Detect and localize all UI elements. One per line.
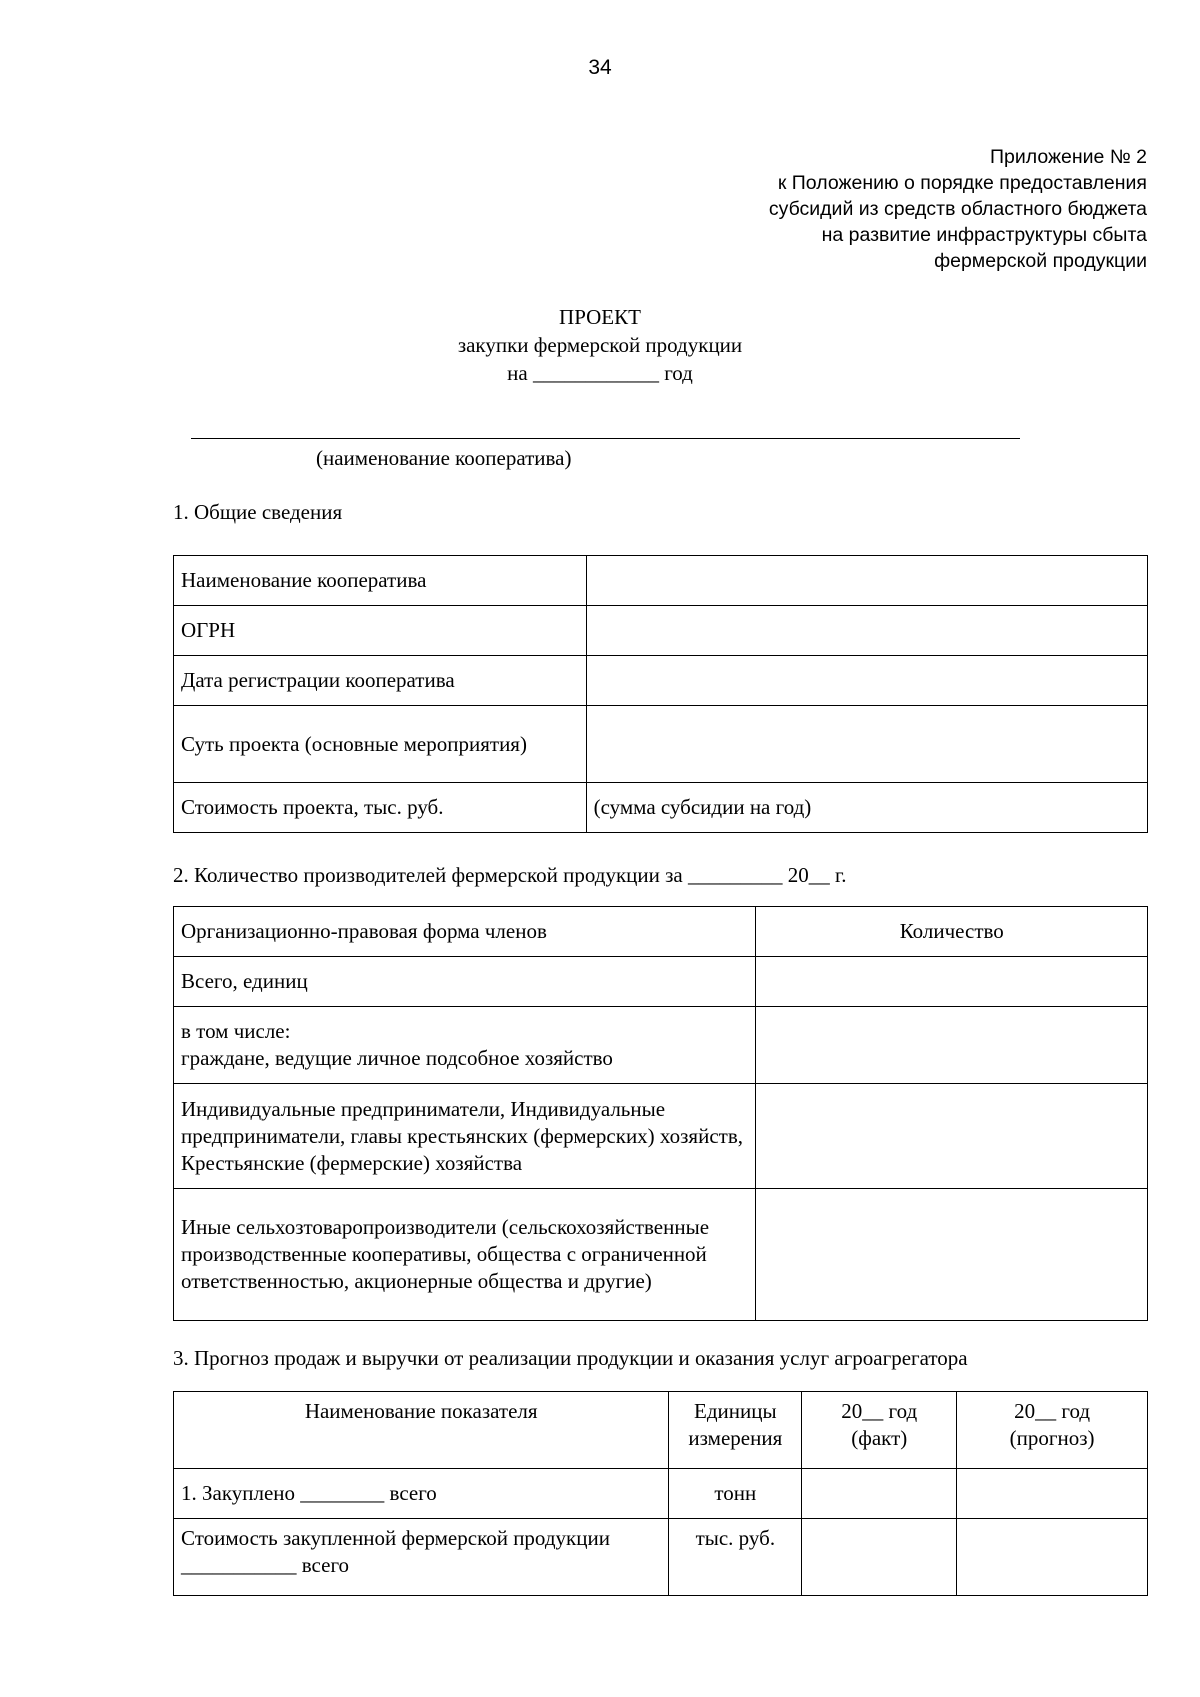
table-row bbox=[174, 1084, 1148, 1189]
row-label: ОГРН bbox=[174, 606, 587, 656]
table-row bbox=[174, 1469, 1148, 1519]
column-header-line: 20__ год bbox=[1014, 1399, 1091, 1423]
column-header-line: (прогноз) bbox=[1009, 1426, 1095, 1450]
title-sub: закупки фермерской продукции bbox=[457, 333, 743, 357]
table-row bbox=[174, 1519, 1148, 1596]
appendix-line: субсидий из средств областного бюджета bbox=[768, 198, 1147, 220]
row-value bbox=[586, 656, 1147, 706]
table-row bbox=[174, 957, 1148, 1007]
document-title bbox=[0, 303, 1200, 387]
row-label bbox=[174, 1007, 756, 1084]
title-main: ПРОЕКТ bbox=[559, 305, 641, 329]
appendix-line: на развитие инфраструктуры сбыта bbox=[821, 224, 1147, 246]
sales-forecast-table bbox=[173, 1391, 1148, 1596]
appendix-line: Приложение № 2 bbox=[990, 146, 1147, 168]
row-value bbox=[802, 1519, 957, 1596]
table-row bbox=[174, 1189, 1148, 1321]
appendix-line: фермерской продукции bbox=[934, 250, 1147, 272]
appendix-line: к Положению о порядке предоставления bbox=[777, 172, 1147, 194]
row-label: Иные сельхозтоваропроизводители (сельскохозяйственные производственные кооперативы, общества с ограниченной ответственностью, акционерные общества и другие) bbox=[174, 1189, 756, 1321]
table-row bbox=[174, 706, 1148, 783]
column-header: Единицы измерения bbox=[669, 1392, 802, 1469]
section1-heading: 1. Общие сведения bbox=[173, 500, 343, 524]
table-header-row bbox=[174, 907, 1148, 957]
row-unit: тонн bbox=[669, 1469, 802, 1519]
producers-table bbox=[173, 906, 1148, 1321]
row-value bbox=[802, 1469, 957, 1519]
section2-heading: 2. Количество производителей фермерской продукции за _________ 20__ г. bbox=[173, 863, 847, 887]
row-label: Индивидуальные предприниматели, Индивидуальные предприниматели, главы крестьянских (фермерских) хозяйств, Крестьянские (фермерские) хозяйства bbox=[174, 1084, 756, 1189]
row-label-line: граждане, ведущие личное подсобное хозяйство bbox=[181, 1046, 613, 1070]
column-header: Наименование показателя bbox=[174, 1392, 669, 1469]
row-unit: тыс. руб. bbox=[669, 1519, 802, 1596]
row-label: Наименование кооператива bbox=[174, 556, 587, 606]
row-value bbox=[586, 706, 1147, 783]
title-year-suffix: год bbox=[664, 361, 693, 385]
row-value: (сумма субсидии на год) bbox=[586, 783, 1147, 833]
table-row bbox=[174, 606, 1148, 656]
row-value bbox=[756, 1007, 1148, 1084]
section3-heading: 3. Прогноз продаж и выручки от реализации продукции и оказания услуг агроагрегатора bbox=[173, 1346, 968, 1370]
row-label: 1. Закуплено ________ всего bbox=[174, 1469, 669, 1519]
title-year-prefix: на bbox=[507, 361, 528, 385]
row-value bbox=[756, 957, 1148, 1007]
row-label: Дата регистрации кооператива bbox=[174, 656, 587, 706]
row-label: Суть проекта (основные мероприятия) bbox=[174, 706, 587, 783]
table-row bbox=[174, 1007, 1148, 1084]
general-info-table bbox=[173, 555, 1148, 833]
column-header: Количество bbox=[756, 907, 1148, 957]
title-year-blank: ____________ bbox=[532, 361, 659, 385]
column-header-line: 20__ год bbox=[841, 1399, 918, 1423]
column-header: Организационно-правовая форма членов bbox=[174, 907, 756, 957]
row-value bbox=[756, 1189, 1148, 1321]
table-header-row bbox=[174, 1392, 1148, 1469]
appendix-header bbox=[447, 144, 1147, 274]
table-row bbox=[174, 656, 1148, 706]
table-row bbox=[174, 783, 1148, 833]
row-value bbox=[756, 1084, 1148, 1189]
coop-name-caption: (наименование кооператива) bbox=[316, 446, 572, 470]
column-header bbox=[802, 1392, 957, 1469]
row-label-line: в том числе: bbox=[181, 1019, 291, 1043]
row-label: Стоимость проекта, тыс. руб. bbox=[174, 783, 587, 833]
page-number: 34 bbox=[588, 56, 612, 79]
row-value bbox=[957, 1519, 1148, 1596]
row-label: Стоимость закупленной фермерской продукции ___________ всего bbox=[174, 1519, 669, 1596]
column-header bbox=[957, 1392, 1148, 1469]
column-header-line: (факт) bbox=[851, 1426, 908, 1450]
row-label: Всего, единиц bbox=[174, 957, 756, 1007]
table-row bbox=[174, 556, 1148, 606]
coop-name-line bbox=[191, 438, 1020, 439]
row-value bbox=[957, 1469, 1148, 1519]
title-year-line bbox=[0, 359, 1200, 387]
row-value bbox=[586, 606, 1147, 656]
row-value bbox=[586, 556, 1147, 606]
